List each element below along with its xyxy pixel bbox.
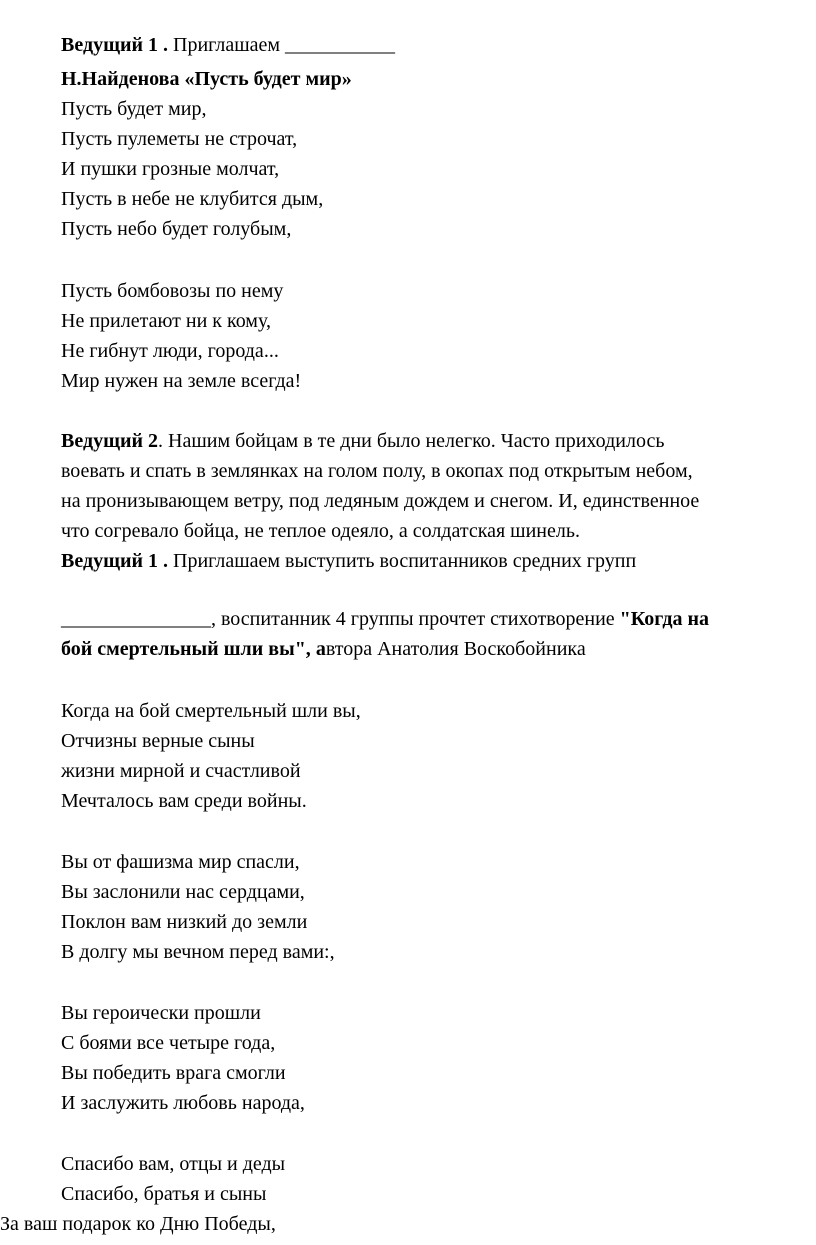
host2-paragraph-line [61,427,664,455]
invite-text: Приглашаем выступить воспитанников средних групп [168,550,637,572]
poem-line: Пусть бомбовозы по нему [61,280,284,302]
host1-invite-line [61,31,395,59]
speaker-label: Ведущий 1 . [61,550,169,572]
paragraph-text: . Нашим бойцам в те дни было нелегко. Часто приходилось [158,430,665,452]
poem-line: Пусть небо будет голубым, [61,218,292,240]
poem-line: Отчизны верные сыны [61,730,255,752]
poem-line-last: За ваш подарок ко Дню Победы, [0,1213,276,1235]
poem-line: Мечталось вам среди войны. [61,790,307,812]
paragraph-line: воевать и спать в землянках на голом полу, в окопах под открытым небом, [61,460,693,482]
poem-line: Вы от фашизма мир спасли, [61,851,300,873]
speaker-label: Ведущий 2 [61,430,159,452]
poem-line: Мир нужен на земле всегда! [61,370,302,392]
poem-title-part1: "Когда на [619,608,710,630]
poem-line: Поклон вам низкий до земли [61,911,308,933]
paragraph-line: на пронизывающем ветру, под ледяным дождем и снегом. И, единственное [61,490,700,512]
poem-line: В долгу мы вечном перед вами:, [61,941,335,963]
poem-line: Не гибнут люди, города... [61,340,279,362]
poem-line: Спасибо вам, отцы и деды [61,1153,286,1175]
poem-line: Пусть в небе не клубится дым, [61,188,324,210]
poem-line: И пушки грозные молчат, [61,158,280,180]
paragraph-line: что согревало бойца, не теплое одеяло, а солдатская шинель. [61,520,580,542]
poem-line: Не прилетают ни к кому, [61,310,271,332]
invite-text: Приглашаем ___________ [168,34,396,56]
poem-line: Вы победить врага смогли [61,1062,286,1084]
poem-title: Н.Найденова «Пусть будет мир» [61,68,352,90]
poem-line: С боями все четыре года, [61,1032,276,1054]
poem-line: жизни мирной и счастливой [61,760,301,782]
poem-line: Вы заслонили нас сердцами, [61,881,305,903]
poem-line: Пусть будет мир, [61,98,207,120]
announce-text: , воспитанник 4 группы прочтет стихотворение [211,608,620,630]
author-prefix: а [310,638,326,660]
host1-invite-line-2 [61,547,636,575]
speaker-label: Ведущий 1 . [61,34,169,56]
poem-line: Спасибо, братья и сыны [61,1183,267,1205]
poem-title-part2: бой смертельный шли вы", [61,638,311,660]
poem-line: Когда на бой смертельный шли вы, [61,700,361,722]
poem-line: Вы героически прошли [61,1002,261,1024]
announce-line-2 [61,635,586,663]
name-blank: _______________ [61,608,211,630]
poem-line: И заслужить любовь народа, [61,1092,305,1114]
author-text: втора Анатолия Воскобойника [325,638,586,660]
poem-line: Пусть пулеметы не строчат, [61,128,298,150]
announce-line [61,605,709,633]
